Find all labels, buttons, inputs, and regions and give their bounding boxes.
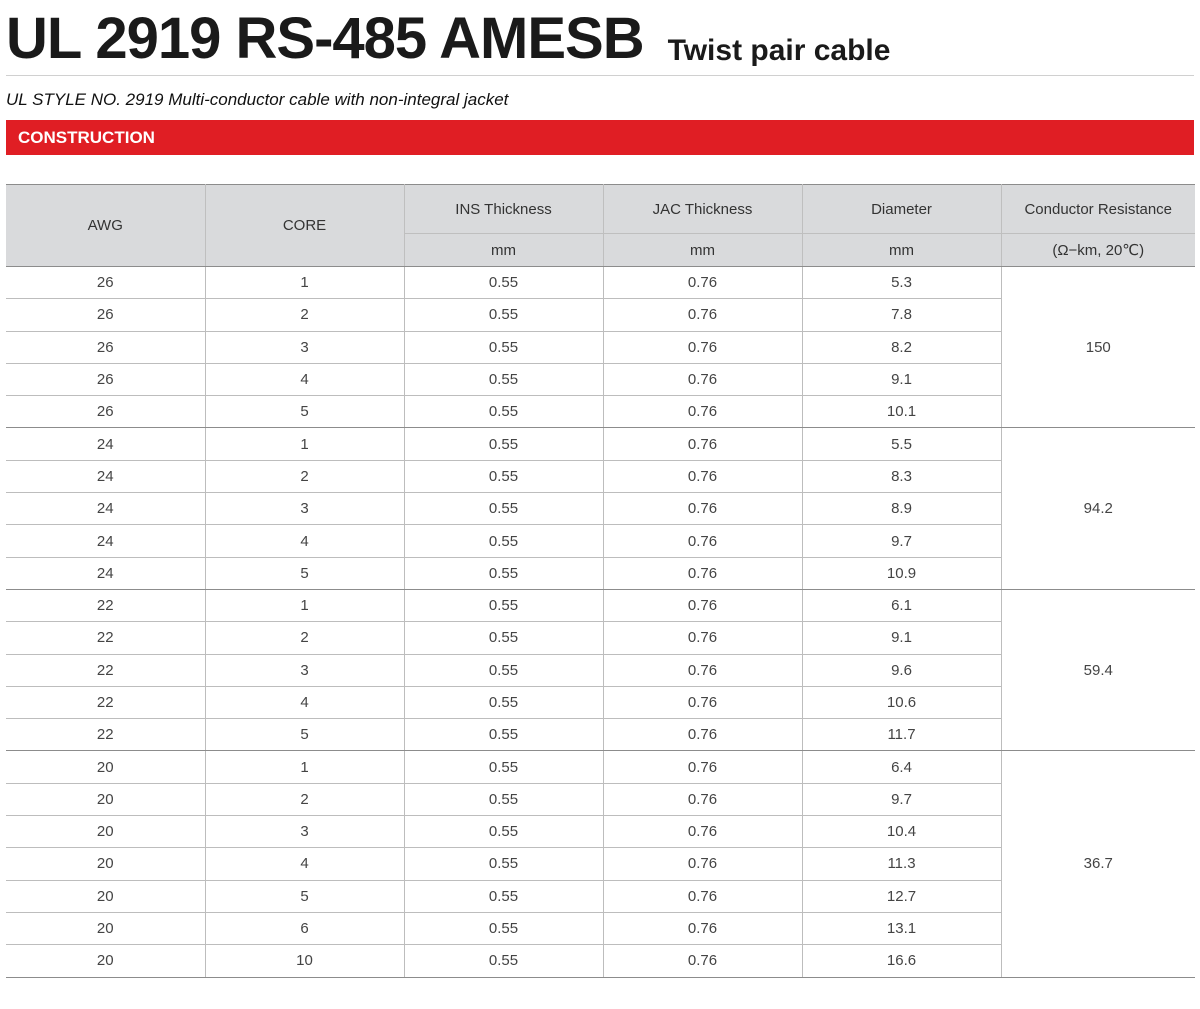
cell-ins: 0.55: [404, 622, 603, 654]
cell-jac: 0.76: [603, 396, 802, 428]
cell-core: 2: [205, 460, 404, 492]
cell-awg: 20: [6, 945, 205, 977]
column-header-awg: AWG: [6, 185, 205, 267]
cell-awg: 22: [6, 589, 205, 621]
cell-jac: 0.76: [603, 783, 802, 815]
cell-core: 4: [205, 686, 404, 718]
cell-jac: 0.76: [603, 686, 802, 718]
cell-jac: 0.76: [603, 557, 802, 589]
table-body: [6, 267, 1195, 978]
cell-jac: 0.76: [603, 299, 802, 331]
cell-awg: 24: [6, 525, 205, 557]
cell-jac: 0.76: [603, 363, 802, 395]
cell-ins: 0.55: [404, 945, 603, 977]
cell-awg: 20: [6, 816, 205, 848]
cell-jac: 0.76: [603, 719, 802, 751]
cell-core: 5: [205, 880, 404, 912]
cell-diameter: 6.4: [802, 751, 1001, 783]
page-title: UL 2919 RS-485 AMESB: [6, 6, 644, 71]
cell-diameter: 9.6: [802, 654, 1001, 686]
cell-jac: 0.76: [603, 880, 802, 912]
cell-ins: 0.55: [404, 848, 603, 880]
cell-awg: 20: [6, 751, 205, 783]
cell-ins: 0.55: [404, 363, 603, 395]
cell-jac: 0.76: [603, 525, 802, 557]
table-row: [6, 751, 1195, 783]
cell-ins: 0.55: [404, 428, 603, 460]
cell-jac: 0.76: [603, 816, 802, 848]
cell-ins: 0.55: [404, 331, 603, 363]
cell-ins: 0.55: [404, 783, 603, 815]
cell-diameter: 9.1: [802, 622, 1001, 654]
cell-diameter: 8.9: [802, 493, 1001, 525]
cell-core: 1: [205, 751, 404, 783]
cell-conductor-resistance: 94.2: [1001, 428, 1195, 589]
cell-awg: 22: [6, 686, 205, 718]
cell-conductor-resistance: 36.7: [1001, 751, 1195, 977]
cell-core: 4: [205, 363, 404, 395]
cell-ins: 0.55: [404, 880, 603, 912]
cell-jac: 0.76: [603, 654, 802, 686]
cell-ins: 0.55: [404, 654, 603, 686]
cell-diameter: 9.7: [802, 525, 1001, 557]
cell-awg: 20: [6, 848, 205, 880]
cell-diameter: 10.1: [802, 396, 1001, 428]
cell-core: 3: [205, 816, 404, 848]
unit-ins-thickness: mm: [404, 234, 603, 267]
column-header-diameter: Diameter: [802, 185, 1001, 234]
cell-conductor-resistance: 59.4: [1001, 589, 1195, 750]
cell-core: 2: [205, 299, 404, 331]
page-title-suffix: Twist pair cable: [667, 34, 891, 67]
cell-core: 2: [205, 622, 404, 654]
cell-jac: 0.76: [603, 848, 802, 880]
cell-core: 10: [205, 945, 404, 977]
page-subtitle: UL STYLE NO. 2919 Multi-conductor cable with non-integral jacket: [6, 90, 509, 109]
cell-ins: 0.55: [404, 686, 603, 718]
cell-awg: 26: [6, 299, 205, 331]
cell-diameter: 13.1: [802, 912, 1001, 944]
column-header-ins-thickness: INS Thickness: [404, 185, 603, 234]
page-header: [6, 6, 890, 72]
column-header-core: CORE: [205, 185, 404, 267]
cell-awg: 26: [6, 396, 205, 428]
cell-diameter: 10.4: [802, 816, 1001, 848]
cell-diameter: 8.3: [802, 460, 1001, 492]
unit-jac-thickness: mm: [603, 234, 802, 267]
cell-ins: 0.55: [404, 912, 603, 944]
cell-ins: 0.55: [404, 589, 603, 621]
unit-diameter: mm: [802, 234, 1001, 267]
cell-awg: 20: [6, 880, 205, 912]
cell-ins: 0.55: [404, 719, 603, 751]
cell-ins: 0.55: [404, 525, 603, 557]
cell-diameter: 16.6: [802, 945, 1001, 977]
table-row: [6, 589, 1195, 621]
cell-awg: 24: [6, 428, 205, 460]
cell-jac: 0.76: [603, 460, 802, 492]
cell-diameter: 9.1: [802, 363, 1001, 395]
section-header-construction: CONSTRUCTION: [6, 120, 1194, 155]
cell-core: 4: [205, 848, 404, 880]
construction-table: [6, 184, 1195, 978]
cell-core: 1: [205, 267, 404, 299]
cell-awg: 24: [6, 460, 205, 492]
cell-jac: 0.76: [603, 751, 802, 783]
cell-core: 1: [205, 589, 404, 621]
title-divider: [6, 75, 1194, 76]
cell-core: 5: [205, 396, 404, 428]
cell-jac: 0.76: [603, 589, 802, 621]
cell-diameter: 10.9: [802, 557, 1001, 589]
cell-awg: 22: [6, 654, 205, 686]
cell-core: 3: [205, 331, 404, 363]
cell-diameter: 5.5: [802, 428, 1001, 460]
cell-ins: 0.55: [404, 396, 603, 428]
cell-awg: 20: [6, 912, 205, 944]
cell-awg: 24: [6, 493, 205, 525]
cell-ins: 0.55: [404, 816, 603, 848]
cell-core: 3: [205, 493, 404, 525]
cell-diameter: 11.3: [802, 848, 1001, 880]
cell-ins: 0.55: [404, 299, 603, 331]
cell-awg: 26: [6, 363, 205, 395]
cell-awg: 24: [6, 557, 205, 589]
column-header-jac-thickness: JAC Thickness: [603, 185, 802, 234]
cell-awg: 22: [6, 719, 205, 751]
cell-awg: 26: [6, 267, 205, 299]
cell-diameter: 7.8: [802, 299, 1001, 331]
cell-jac: 0.76: [603, 622, 802, 654]
cell-diameter: 9.7: [802, 783, 1001, 815]
cell-awg: 26: [6, 331, 205, 363]
cell-core: 2: [205, 783, 404, 815]
cell-diameter: 8.2: [802, 331, 1001, 363]
cell-diameter: 5.3: [802, 267, 1001, 299]
cell-jac: 0.76: [603, 912, 802, 944]
cell-diameter: 12.7: [802, 880, 1001, 912]
cell-diameter: 6.1: [802, 589, 1001, 621]
cell-jac: 0.76: [603, 428, 802, 460]
table-row: [6, 428, 1195, 460]
cell-core: 4: [205, 525, 404, 557]
cell-core: 3: [205, 654, 404, 686]
cell-jac: 0.76: [603, 267, 802, 299]
cell-core: 6: [205, 912, 404, 944]
cell-ins: 0.55: [404, 751, 603, 783]
table-row: [6, 267, 1195, 299]
cell-core: 5: [205, 557, 404, 589]
cell-core: 5: [205, 719, 404, 751]
cell-jac: 0.76: [603, 493, 802, 525]
cell-awg: 22: [6, 622, 205, 654]
cell-jac: 0.76: [603, 945, 802, 977]
column-header-conductor-resistance: Conductor Resistance: [1001, 185, 1195, 234]
cell-ins: 0.55: [404, 460, 603, 492]
cell-ins: 0.55: [404, 557, 603, 589]
cell-diameter: 11.7: [802, 719, 1001, 751]
cell-awg: 20: [6, 783, 205, 815]
cell-conductor-resistance: 150: [1001, 267, 1195, 428]
cell-diameter: 10.6: [802, 686, 1001, 718]
cell-jac: 0.76: [603, 331, 802, 363]
unit-conductor-resistance: (Ω−km, 20℃): [1001, 234, 1195, 267]
cell-core: 1: [205, 428, 404, 460]
cell-ins: 0.55: [404, 493, 603, 525]
cell-ins: 0.55: [404, 267, 603, 299]
